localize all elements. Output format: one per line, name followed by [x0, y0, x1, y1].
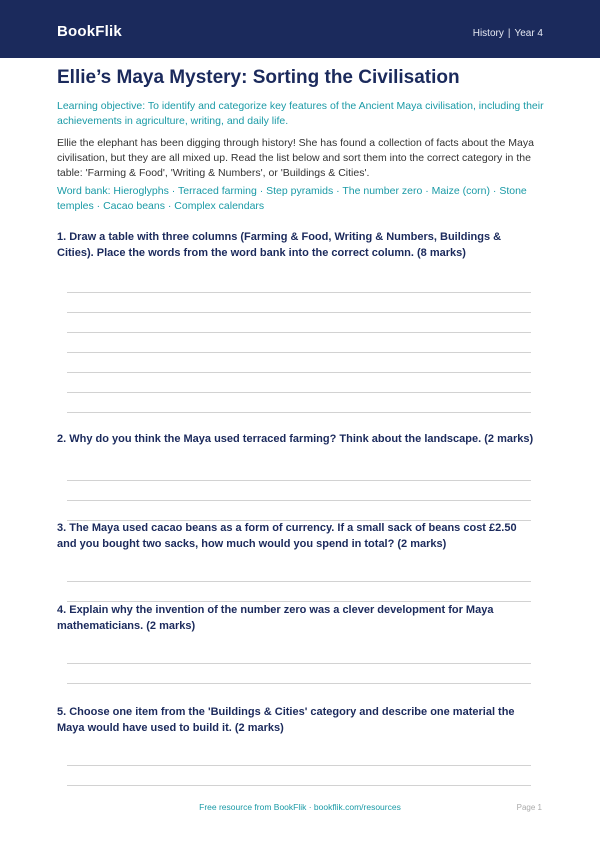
answer-line[interactable] [67, 312, 531, 313]
answer-line[interactable] [67, 500, 531, 501]
year-label: Year 4 [514, 28, 543, 39]
answer-line[interactable] [67, 292, 531, 293]
question-3: 3. The Maya used cacao beans as a form of currency. If a small sack of beans cost £2.50 and you bought two sacks, how much would you spend in total? (2 marks) [57, 522, 517, 550]
footer-link[interactable]: Free resource from BookFlik · bookflik.com/resources [199, 802, 401, 812]
header-separator: | [507, 28, 511, 39]
answer-line[interactable] [67, 372, 531, 373]
answer-line[interactable] [67, 683, 531, 684]
page-number: Page 1 [516, 803, 542, 812]
question-2: 2. Why do you think the Maya used terraced farming? Think about the landscape. (2 marks) [57, 433, 534, 445]
answer-line[interactable] [67, 412, 531, 413]
word-bank: Word bank: Hieroglyphs · Terraced farming · Step pyramids · The number zero · Maize (corn) · Stone temples · Cacao beans · Complex calendars [57, 185, 527, 212]
question-4: 4. Explain why the invention of the number zero was a clever development for Maya mathematicians. (2 marks) [57, 604, 494, 632]
page-header [0, 0, 600, 58]
answer-line[interactable] [67, 480, 531, 481]
learning-objective: Learning objective: To identify and categorize key features of the Ancient Maya civilisation, including their achievements in agriculture, writing, and daily life. [57, 100, 544, 127]
question-5: 5. Choose one item from the 'Buildings & Cities' category and describe one material the Maya would have used to build it. (2 marks) [57, 706, 515, 734]
intro-paragraph: Ellie the elephant has been digging through history! She has found a collection of facts about the Maya civilisation, but they are all mixed up. Read the list below and sort them into the correct category in the table: 'Farming & Food', 'Writing & Numbers', or 'Buildings & Cities'. [57, 137, 534, 179]
question-1: 1. Draw a table with three columns (Farming & Food, Writing & Numbers, Buildings & Cities). Place the words from the word bank into the correct column. (8 marks) [57, 231, 502, 259]
answer-line[interactable] [67, 663, 531, 664]
answer-line[interactable] [67, 581, 531, 582]
answer-line[interactable] [67, 765, 531, 766]
subject-label: History [472, 28, 504, 39]
brand-logo-text: BookFlik [57, 23, 122, 40]
answer-line[interactable] [67, 332, 531, 333]
answer-line[interactable] [67, 785, 531, 786]
answer-line[interactable] [67, 392, 531, 393]
worksheet-title: Ellie’s Maya Mystery: Sorting the Civilisation [57, 67, 460, 88]
answer-line[interactable] [67, 352, 531, 353]
header-meta [473, 27, 543, 41]
